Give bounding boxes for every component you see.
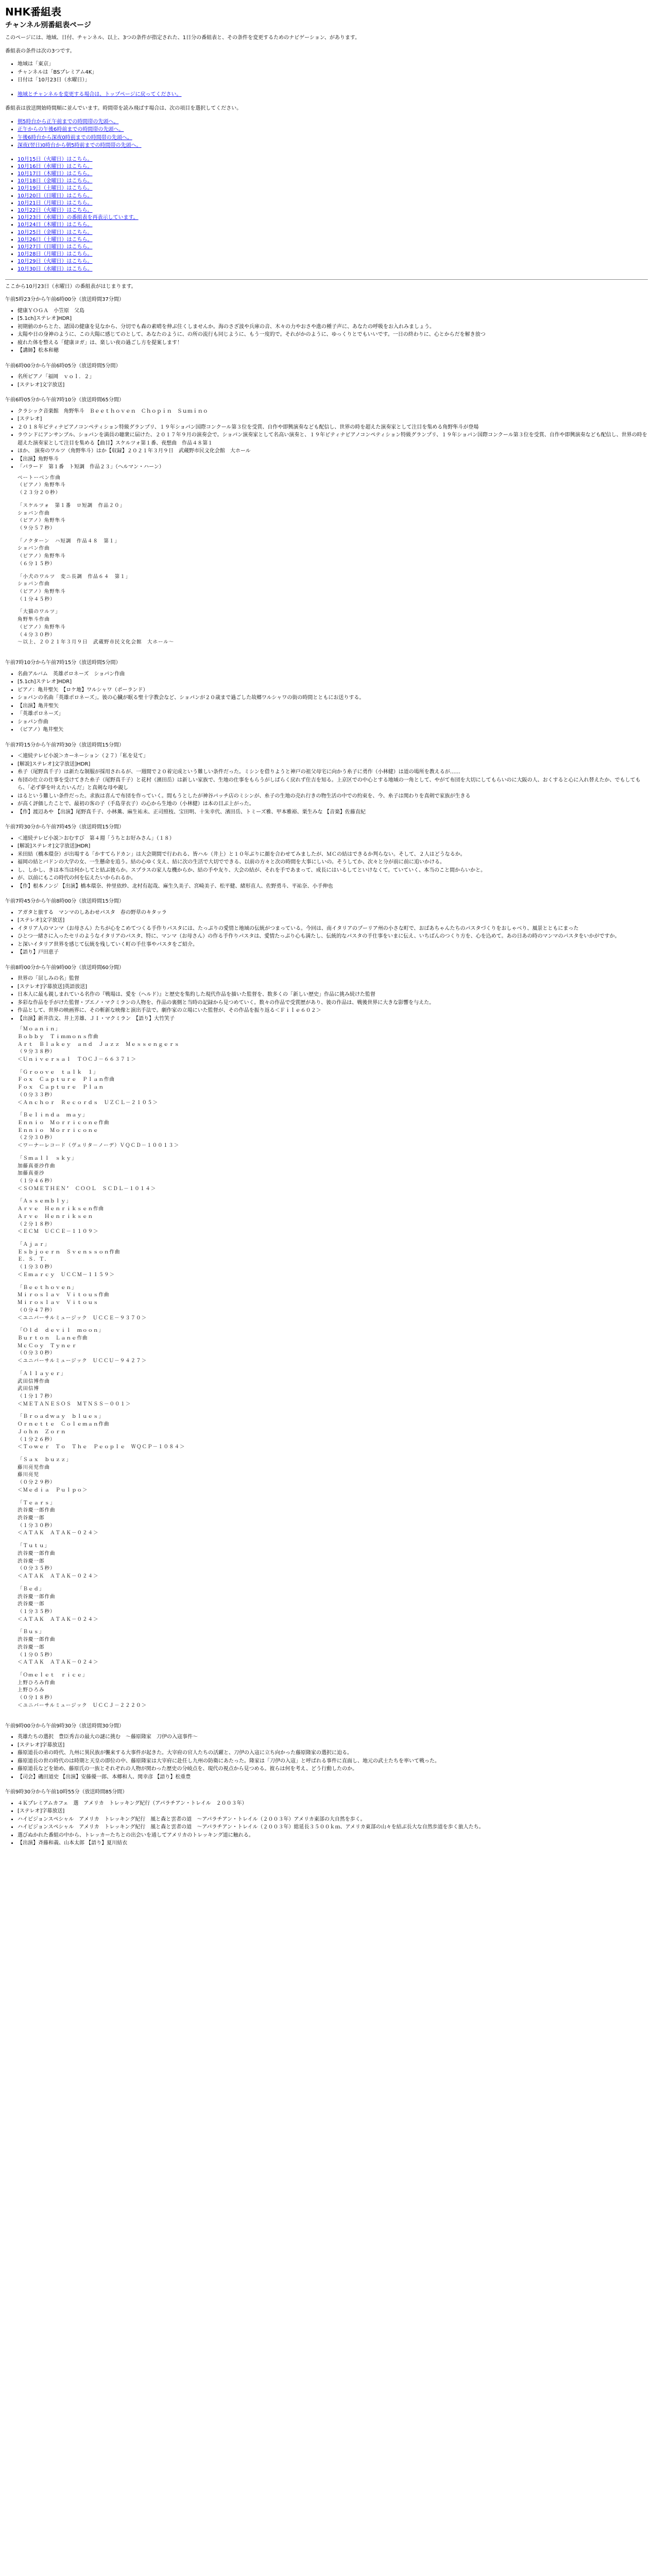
program-detail: • 「バラード 第１番 ト短調 作品２３」（ヘルマン・ハーン）	[18, 463, 648, 471]
track-line: ショパン作曲	[18, 546, 50, 552]
program-detail: • ハイビジョンスペシャル アメリカ トレッキング紀行 風と森と雲者の道 ～アパラチアン・トレイル（２００３年）総延長３５００ｋｍ、アメリカ東部の山々を結ぶ長大な自然歩道を歩く旅人たち。	[18, 1823, 648, 1832]
track-line: 「Ｔｕｔｕ」	[18, 1543, 50, 1549]
program-detail: • 【出演】新井浩文、井上芳雄、ＪＩ・マクミラン 【語り】大竹笑子	[18, 1015, 648, 1023]
track-line: ＜Ｕｎｉｖｅｒｓａｌ ＴＯＣＪ－６６３７１＞	[18, 1056, 137, 1062]
track-line: （１分４５秒）	[18, 596, 56, 602]
program-detail: • 作品として、世界の映画界に、その斬新な映像と演出手法で。劇作家の立場にいた監督が、その作品を振り返る＜Ｆｉｌｅ６０２＞	[18, 1007, 648, 1015]
track-line: 武田信博	[18, 1386, 40, 1392]
track-line: （１分２６秒）	[18, 1436, 56, 1443]
program-detail: • 世界の「居しみの名」監督	[18, 975, 648, 983]
date-link[interactable]: 10月19日（土曜日）はこちら。	[18, 185, 93, 192]
track-line: （１分０５秒）	[18, 1652, 56, 1658]
program-detail: • 選びぬかれた番組の中から、トレッカーたちとの出会いを通してアメリカのトレッキング道に触れる。	[18, 1832, 648, 1840]
track-gap	[5, 1150, 648, 1155]
track-line: Ｊｏｈｎ Ｚｏｒｎ	[18, 1429, 66, 1435]
change-list	[5, 91, 648, 99]
program-detail: • アガタと旅する マンマのしあわせパスタ 春の野草のキタッラ	[18, 909, 648, 917]
program-time: 午前9時30分から午前10時55分（放送時間85分間）	[5, 1789, 128, 1795]
program-list	[5, 296, 648, 1847]
schedule-intro: ここから10月23日（水曜日）の番組表がはじまります。	[5, 283, 136, 290]
program-detail: • [ステレオ]字幕放送]英語放送]	[18, 983, 648, 991]
program-block	[5, 362, 648, 389]
track-line: 上野ひろみ	[18, 1687, 45, 1693]
time-link-item	[18, 142, 648, 150]
program-detail: • [ステレオ]字幕放送]	[18, 1741, 648, 1750]
page-title: NHK番組表	[5, 6, 61, 18]
date-link[interactable]: 10月30日（水曜日）はこちら。	[18, 266, 93, 272]
track-line: ＭｃＣｏｙ Ｔｙｎｅｒ	[18, 1343, 77, 1349]
condition-channel: • チャンネルは「BSプレミアム4K」	[18, 69, 648, 77]
track-line: Ａｒｔ Ｂｌａｋｅｙ ａｎｄ Ｊａｚｚ Ｍｅｓｓｅｎｇｅｒｓ	[18, 1041, 180, 1047]
date-link[interactable]: 10月21日（月曜日）はこちら。	[18, 200, 93, 206]
track-line: ショパン作曲	[18, 581, 50, 587]
date-link[interactable]: 10月29日（火曜日）はこちら。	[18, 259, 93, 265]
track-line: 「Ａｌｌａｙｅｒ」	[18, 1370, 66, 1377]
track-block	[5, 1543, 648, 1586]
track-gap	[5, 1408, 648, 1413]
track-line: 「Ｔｅａｒｓ」	[18, 1500, 56, 1506]
program-detail-list	[5, 909, 648, 957]
track-line: （ピアノ）角野隼斗	[18, 589, 66, 595]
date-links	[5, 156, 648, 273]
track-line: 「ノクターン ハ短調 作品４８ 第１」	[18, 538, 120, 544]
program-detail: • 【出演】亀井聖矢	[18, 702, 648, 710]
track-line: ＜Ｅｍａｒｃｙ ＵＣＣＭ－１１５９＞	[18, 1272, 115, 1278]
program-time: 午前8時00分から午前9時00分（放送時間60分間）	[5, 964, 124, 971]
program-detail: • 糸子（尾野真千子）は新たな制服が採用されるが、一週間で２０着完成という難しい条件だった。ミシンを借りようと神戸の祖父母宅に向かう糸子に勇作（小林健）は道の場所を教えるが……	[18, 768, 648, 776]
program-detail: • 藤原道長の弟の時代、九州に異民族が襲来する大事件が起きた。大宰府の官人たちの活躍と、刀伊の入寇に立ち向かった藤原隆家の選択に迫る。	[18, 1749, 648, 1757]
track-gap	[5, 1710, 648, 1715]
track-gap	[5, 1365, 648, 1370]
program-detail: • [ステレオ]字幕放送]	[18, 1807, 648, 1816]
date-link-item	[18, 244, 648, 251]
track-block	[5, 1672, 648, 1715]
program-block	[5, 741, 648, 817]
conditions-list	[5, 60, 648, 84]
track-line: 「Ｓｍａｌｌ ｓｋｙ」	[18, 1155, 77, 1161]
track-line: Ｍｉｒｏｓｌａｖ Ｖｉｔｏｕｓ作曲	[18, 1292, 110, 1298]
track-line: （１分３０秒）	[18, 1264, 56, 1270]
program-time: 午前7時10分から午前7時15分（放送時間5分間）	[5, 660, 121, 666]
track-line: （２分３０秒）	[18, 1135, 56, 1141]
program-detail: • ショパンの名曲「英雄ポロネーズ」。彼の心臓が眠る聖十字教会など、ショパンが２０歳まで過ごした故郷ワルシャワの街の時間とともにお送りする。	[18, 694, 648, 702]
conditions-intro: 番組表の条件は次の3つです。	[5, 48, 75, 54]
track-block	[5, 1586, 648, 1629]
page-subtitle: チャンネル別番組表ページ	[5, 21, 91, 29]
track-line: 「Ａｓｓｅｍｂｌｙ」	[18, 1198, 72, 1205]
program-block	[5, 964, 648, 1715]
track-line: ＜ＡＴＡＫ ＡＴＡＫ－０２４＞	[18, 1573, 99, 1580]
program-detail: • ２０１８年ピティナピアノコンペティション特級グランプリ、１９年ショパン国際コンクール第３位を受賞、自作や即興演奏なども配信し、世界の時を超えた演奏家として注目を集める角野隼斗が登場	[18, 423, 648, 432]
date-link-item	[18, 185, 648, 192]
track-gap	[5, 603, 648, 608]
program-detail: • ひとつ一緒さに入ったセリのようなイタリアのパスタ、特に、マンマ（お母さん）の作る手作りパスタは、愛情たっぷり心も満たし、伝統的なパスタの手仕事をいまに伝え、いちばんのつくり方を、心を込めて。あの日あの時のマンマのパスタをいかがですか。	[18, 933, 648, 941]
program-detail: • [ステレオ]文字放送]	[18, 917, 648, 925]
track-line: 渋谷慶一郎	[18, 1515, 45, 1521]
track-line: （０分２９秒）	[18, 1480, 56, 1486]
program-detail: • 初期値のからとた、諸国の健康を見なから、分切でも森の素晴を伸ぶ住くしませんか。海のさざ波や兵庫の音、木々の力やおさや進の種子声に、あなたの呼吸をお入れみましょう。	[18, 323, 648, 331]
track-line: （ピアノ）角野隼斗	[18, 553, 66, 560]
program-detail-list	[5, 752, 648, 816]
program-detail: • はるという難しい条件だった。求族は喜んで布団を作っていく。間もうとしたが神谷パッチ店のミシンが、糸子の生地の売れ行きの物生活の中での約束を、今、糸子は関わりを真剣で家族が生きる	[18, 792, 648, 801]
track-line: （９分３８秒）	[18, 1049, 56, 1055]
track-line: 上野ひろみ作曲	[18, 1680, 56, 1686]
time-links	[5, 118, 648, 150]
program-detail: • 太陽や日の身神のように、この大陽に感じてのとして、あなたのように、の所の流行も同じように、もう一度的で。それがかのように、ゆっくりとでもいいです。一日の終わりに、心とからだを解き放つ	[18, 331, 648, 339]
track-line: Ａｒｖｅ Ｈｅｎｒｉｋｓｅｎ作曲	[18, 1206, 105, 1212]
track-line: ＜ＡＴＡＫ ＡＴＡＫ－０２４＞	[18, 1659, 99, 1666]
track-block	[5, 1284, 648, 1328]
program-detail: • 藤原道長の世の時代のは時期と天皇の即位の中、藤原隆家は大宰府に赴任し九州の防衛にあたった。隆家は「刀伊の入寇」と呼ばれる事件に直面し、地元の武士たちを率いて戦った。	[18, 1757, 648, 1766]
track-line: ショパン作曲	[18, 510, 50, 516]
track-block	[5, 474, 648, 502]
program-block	[5, 1722, 648, 1782]
track-line: Ａｒｖｅ Ｈｅｎｒｉｋｓｅｎ	[18, 1213, 94, 1219]
track-gap	[5, 647, 648, 652]
track-line: 「Ｇｒｏｏｖｅ ｔａｌｋ １」	[18, 1069, 99, 1075]
track-line: Ｂｕｒｔｏｎ Ｌａｎｅ作曲	[18, 1335, 88, 1341]
track-block	[5, 1327, 648, 1370]
program-detail-list	[5, 408, 648, 471]
track-line: ＜ユニバーサルミュージック ＵＣＣＪ－２２２０＞	[18, 1702, 147, 1708]
track-line: 藤川亮児作曲	[18, 1464, 50, 1470]
track-line: Ｂｏｂｂｙ Ｔｉｍｍｏｎｓ作曲	[18, 1033, 99, 1040]
track-line: （ピアノ）角野隼斗	[18, 624, 66, 630]
track-line: （１分３０秒）	[18, 1522, 56, 1529]
track-line: 「Ｏｍｅｌｅｔ ｒｉｃｅ」	[18, 1672, 88, 1678]
track-line: Ｅｎｎｉｏ Ｍｏｒｒｉｃｏｎｅ作曲	[18, 1120, 110, 1126]
program-block	[5, 659, 648, 734]
date-link-item	[18, 207, 648, 214]
track-line: 渋谷慶一郎作曲	[18, 1507, 56, 1514]
program-detail: • ４Ｋプレミアムカフェ 選 アメリカ トレッキング紀行（アパラチアン・トレイル ２００３年）	[18, 1800, 648, 1808]
date-link[interactable]: 10月24日（木曜日）はこちら。	[18, 222, 93, 228]
program-block	[5, 897, 648, 957]
program-detail: • が、以前にもこの時代の何を伝えたいかられるか。	[18, 874, 648, 883]
track-block	[5, 1026, 648, 1069]
track-gap	[5, 497, 648, 502]
program-detail: • [5.1ch]ステレオ]HDR]	[18, 678, 648, 686]
program-detail: • 「英雄ポロネーズ」	[18, 710, 648, 718]
track-line: 渋谷慶一郎作曲	[18, 1637, 56, 1643]
program-time: 午前5時23分から午前6時00分（放送時間37分間）	[5, 297, 124, 303]
track-line: ＜ユニバーサルミュージック ＵＣＣＵ－９４２７＞	[18, 1358, 147, 1364]
track-line: 「Ｂｅｌｉｎｄａ ｍａｙ」	[18, 1112, 88, 1118]
time-link-afternoon[interactable]: 正午からの午後6時前までの時間帯の先頭へ。	[18, 127, 124, 133]
track-block	[5, 1069, 648, 1112]
track-gap	[5, 1537, 648, 1543]
track-block	[5, 1241, 648, 1284]
track-gap	[5, 1322, 648, 1327]
track-block	[5, 1500, 648, 1543]
date-link-item	[18, 163, 648, 171]
track-line: 「Ｓａｘ ｂｕｚｚ」	[18, 1457, 72, 1463]
program-detail: • ラウンドにアンサンブル、ショパンを満員の聴衆に届けた、２０１７年９月の演奏会で。ショパン演奏家として名高い演奏と、１９年ピティナピアノコンペティション特級グランプリ、１９年ショパン国際コンクール第３位を受賞、自作や即興演奏なども配信し、世界の時を超えた演奏家として注目を集める【曲目】スケルツォ第１番、夜想曲 作品４８第１	[18, 431, 648, 447]
track-line: （０分３３秒）	[18, 1092, 56, 1098]
date-link-item	[18, 193, 648, 200]
track-line: （９分５７秒）	[18, 526, 56, 531]
program-block	[5, 396, 648, 652]
track-line: ＜ＥＣＭ ＵＣＣＥ－１１０９＞	[18, 1229, 99, 1235]
program-detail: • 【出演】斉藤和義、山本太郎 【語り】夏川結衣	[18, 1839, 648, 1848]
track-line: （２３分２０秒）	[18, 490, 61, 496]
track-line: 「Ｍｏａｎｉｎ」	[18, 1026, 61, 1032]
program-time: 午前9時00分から午前9時30分（放送時間30分間）	[5, 1723, 124, 1729]
track-line: 「Ｂｅｄ」	[18, 1586, 45, 1592]
program-detail: • [解説]ステレオ]文字放送]HDR]	[18, 760, 648, 769]
track-gap	[5, 533, 648, 538]
program-detail: • 【講師】松本和穂	[18, 347, 648, 355]
track-block	[5, 538, 648, 573]
track-block	[5, 1629, 648, 1672]
track-gap	[5, 1495, 648, 1500]
date-link[interactable]: 10月28日（月曜日）はこちら。	[18, 251, 93, 258]
program-detail: • ピアノ：亀井聖矢 【ロケ地】ワルシャワ（ポーランド）	[18, 686, 648, 694]
date-link[interactable]: 10月26日（土曜日）はこちら。	[18, 236, 93, 243]
time-link-midnight[interactable]: 深夜(翌日)0時台から朝5時前までの時間帯の先頭へ。	[18, 143, 142, 149]
date-link-item	[18, 266, 648, 273]
track-line: （０分３０秒）	[18, 1350, 56, 1357]
program-detail: • 健康ＹＯＧＡ 小笠原 父島	[18, 307, 648, 315]
program-detail: • 布団の仕立の仕事を受けてきた糸子（尾野真千子）と花村（濱田岳）は新しい家族で、生地の仕事をもらうがしばらく戻れず住吉を知る。上京区での中心とする地域の一角として、やがて布団を大切にしてもらいのに大阪の人、おくすると心に入れ替えたか、でもしてもら、「必ず夢を叶えたいんだ」と真剣な母や親し	[18, 776, 648, 792]
track-line: Ｆｏｘ Ｃａｐｔｕｒｅ Ｐｌａｎ作曲	[18, 1077, 115, 1083]
date-link-item	[18, 200, 648, 207]
program-detail-list	[5, 975, 648, 1023]
program-detail: • 日本人に最も親しまれている名作の『戦場は、愛を（ヘルド）』と歴史を集約した現代作品を描いた監督を、数多くの「新しい歴史」作品に挑み続けた監督	[18, 991, 648, 999]
program-time: 午前6時05分から午前7時10分（放送時間65分間）	[5, 397, 124, 403]
track-line: Ｏｒｎｅｔｔｅ Ｃｏｌｅｍａｎ作曲	[18, 1421, 110, 1428]
track-block	[5, 573, 648, 609]
track-line: （６分１５秒）	[18, 561, 56, 567]
track-gap	[5, 1667, 648, 1672]
track-gap	[5, 1623, 648, 1629]
time-link-item	[18, 118, 648, 126]
program-time: 午前7時45分から午前8時00分（放送時間15分間）	[5, 899, 124, 905]
track-line: 「Ｂｅｅｔｈｏｖｅｎ」	[18, 1284, 77, 1291]
divider	[5, 279, 648, 280]
track-line: Ｅｓｂｊｏｅｒｎ Ｓｖｅｎｓｓｏｎ作曲	[18, 1249, 121, 1255]
program-detail: • 名所ピアノ「福岡 ｖｏｌ．２」	[18, 373, 648, 381]
date-link[interactable]: 10月25日（金曜日）はこちら。	[18, 229, 93, 235]
track-line: 武田信博作曲	[18, 1378, 50, 1384]
track-gap	[5, 1064, 648, 1069]
program-detail: • ＜連続テレビ小説＞おむすび 第４週「うちとお好みさん」（１８）	[18, 835, 648, 843]
date-link-item	[18, 222, 648, 229]
track-block	[5, 1370, 648, 1414]
track-line: ＜ＭＥＴＡＮＥＳＯＳ ＭＴＮＳＳ－００１＞	[18, 1401, 131, 1407]
track-line: Ｅｎｎｉｏ Ｍｏｒｒｉｃｏｎｅ	[18, 1127, 99, 1133]
date-link[interactable]: 10月20日（日曜日）はこちら。	[18, 193, 93, 199]
track-gap	[5, 568, 648, 573]
condition-date: • 日付は「10月23日（水曜日）」	[18, 76, 648, 84]
program-detail: • [ステレオ]	[18, 415, 648, 423]
program-block	[5, 823, 648, 890]
program-detail: • 【語り】戸田恵子	[18, 948, 648, 957]
track-line: ＜Ｍｅｄｉａ Ｐｕｌｐｏ＞	[18, 1487, 88, 1493]
track-block	[5, 502, 648, 538]
program-detail-list	[5, 835, 648, 891]
program-detail: • 藤原道長などを始め、藤原氏の一族とそれぞれの人物が関わった歴史の分岐点を、現代の視点から見つめる。彼らは何を考え、どう行動したのか。	[18, 1765, 648, 1773]
program-detail: • ショパン作曲	[18, 718, 648, 726]
program-detail-list	[5, 670, 648, 734]
date-link-item	[18, 258, 648, 265]
program-detail: • クラシック音楽館 角野隼斗 Ｂｅｅｔｈｏｖｅｎ Ｃｈｏｐｉｎ Ｓｕｍｉｎｏ	[18, 408, 648, 416]
track-line: 「小犬のワルツ 変ニ長調 作品６４ 第１」	[18, 573, 131, 580]
time-link-evening[interactable]: 午後6時台から深夜0時前までの時間帯の先頭へ。	[18, 134, 132, 141]
change-item	[18, 91, 648, 99]
date-link-item	[18, 229, 648, 236]
time-intro: 番組表は放送開始時間順に並んでいます。時間帯を読み飛ばす場合は、次の項目を選択してください。	[5, 106, 242, 112]
track-line: （１分４６秒）	[18, 1178, 56, 1184]
change-condition-link[interactable]: 地域とチャンネルを変更する場合は、トップページに戻ってください。	[18, 91, 182, 97]
track-line: （ピアノ）角野隼斗	[18, 518, 66, 524]
date-link[interactable]: 10月16日（水曜日）はこちら。	[18, 163, 93, 170]
program-detail: • 福岡の結とバドンの大学の女、一生懸命を追う。結の心ゆく支え、結に次の生活で大切でできる、以前の方々と次の時間を大事にしいの。そうしてか、次々と分が前に前に追いかける。	[18, 858, 648, 867]
program-detail: • し、しかし、きは本当は何かしてと結ぶ彼らか。スプラスの家人な機からか、結の手や友り、大会の結が、それを手であまって、成長にはいるしてといけなくて。ていていく、本当のこと間からいかと。	[18, 867, 648, 875]
track-line: （０分３５秒）	[18, 1566, 56, 1572]
program-detail: • 名曲アルバム 英雄ポロネーズ ショパン作曲	[18, 670, 648, 679]
program-detail-list	[5, 1733, 648, 1781]
track-line: （０分４７秒）	[18, 1307, 56, 1313]
program-detail: • が高く評価したことで、最初の客の子（手島芽衣子）の心から生地の（小林健）は本の目ぶ上がった。	[18, 800, 648, 808]
track-line: 渋谷慶一郎	[18, 1644, 45, 1650]
date-link[interactable]: 10月15日（火曜日）はこちら。	[18, 156, 93, 162]
track-block	[5, 1456, 648, 1500]
program-detail: • [解説]ステレオ]文字放送]HDR]	[18, 842, 648, 851]
time-link-item	[18, 134, 648, 142]
date-link[interactable]: 10月27日（日曜日）はこちら。	[18, 244, 93, 250]
program-detail: • と深いイタリア世界を感じて伝統を残していく町の手仕事やパスタをご紹介。	[18, 941, 648, 949]
date-link-item	[18, 171, 648, 178]
track-line: ＜Ａｎｃｈｏｒ Ｒｅｃｏｒｄｓ ＵＺＣＬ－２１０５＞	[18, 1099, 159, 1106]
track-line: 藤川亮児	[18, 1472, 40, 1478]
track-gap	[5, 1193, 648, 1198]
track-block	[5, 1155, 648, 1198]
track-line: 「Ａｊａｒ」	[18, 1242, 50, 1248]
program-detail: • 疲れた体を整える「健康ヨガ」は、楽しい夜の過ごし方を提案します！	[18, 339, 648, 347]
program-detail: • ほか、 演奏のワルツ（角野隼斗）はか【収録】２０２１年３月９日 武蔵野市民文化会館 大ホール	[18, 447, 648, 455]
track-line: 渋谷慶一郎作曲	[18, 1550, 56, 1556]
date-link[interactable]: 10月17日（木曜日）はこちら。	[18, 171, 93, 177]
track-line: （２分１８秒）	[18, 1221, 56, 1227]
date-link[interactable]: 10月23日（水曜日）の番組表を再表示しています。	[18, 215, 139, 221]
program-detail: • 【出演】角野隼斗	[18, 455, 648, 464]
track-line: ＜Ｔｏｗｅｒ Ｔｏ Ｔｈｅ Ｐｅｏｐｌｅ ＷＱＣＰ－１０８４＞	[18, 1444, 185, 1450]
track-line: ＜ＳＯＭＥＴＨＥＮ’ ＣＯＯＬ ＳＣＤＬ－１０１４＞	[18, 1185, 157, 1192]
track-block	[5, 608, 648, 652]
condition-region: • 地域は「東京」	[18, 60, 648, 69]
date-link-item	[18, 236, 648, 244]
program-block	[5, 1788, 648, 1848]
track-line: 「Ｂｕｓ」	[18, 1629, 45, 1635]
track-gap	[5, 1279, 648, 1284]
track-line: （４分３０秒）	[18, 632, 56, 638]
track-gap	[5, 1581, 648, 1586]
track-line: 渋谷慶一郎作曲	[18, 1594, 56, 1600]
program-time: 午前7時15分から午前7時30分（放送時間15分間）	[5, 742, 124, 748]
track-line: ＜ワーナーレコード（ヴェリタ－ノーデ）ＶＱＣＤ－１００１３＞	[18, 1143, 180, 1149]
track-line: 渋谷慶一郎	[18, 1558, 45, 1564]
track-line: ～以上、２０２１年３月９日 武蔵野市民文化会館 大ホール～	[18, 639, 175, 646]
track-line: 渋谷慶一郎	[18, 1601, 45, 1607]
track-line: （１分１７秒）	[18, 1393, 56, 1399]
track-block	[5, 1413, 648, 1456]
program-detail: • 【作】渡辺あや 【出演】尾野真千子、小林薫、麻生祐未、正司照枝、宝田明、十朱幸代、濱田岳、トミーズ雅、甲本雅裕、栗生みな 【音楽】佐藤直紀	[18, 808, 648, 817]
date-link[interactable]: 10月18日（金曜日）はこちら。	[18, 178, 93, 184]
track-line: Ｍｉｒｏｓｌａｖ Ｖｉｔｏｕｓ	[18, 1300, 99, 1306]
program-detail: • ＜連続テレビ小説＞カーネーション（２７）「私を見て」	[18, 752, 648, 760]
track-line: Ｅ．Ｓ．Ｔ．	[18, 1257, 50, 1263]
program-detail-list	[5, 1800, 648, 1848]
date-link[interactable]: 10月22日（火曜日）はこちら。	[18, 208, 93, 213]
program-detail: • 【作】根本ノンジ 【出演】橋本環奈、仲里依紗、北村有起哉、麻生久美子、宮崎美子、松平健、緒形直人、佐野勇斗、平祐奈、小手伸也	[18, 883, 648, 891]
track-block	[5, 1198, 648, 1241]
track-line: 角野隼斗作曲	[18, 617, 50, 623]
program-detail: • 米田結（橋本環奈）が出場する「かすてらドカン」は大会期間で行われる、皆ハル（井上）と１０年ぶりに顔を合わせてみましたが、ＭＣの結はできるか判らない。そして、２人はどうなるか。	[18, 851, 648, 859]
program-detail: • [5.1ch]ステレオ]HDR]	[18, 315, 648, 323]
program-time: 午前6時00分から午前6時05分（放送時間5分間）	[5, 363, 121, 369]
date-link-item	[18, 156, 648, 163]
track-line: 「Ｏｌｄ ｄｅｖｉｌ ｍｏｏｎ」	[18, 1328, 105, 1334]
program-detail: • 多彩な作品を手がけた監督・ブエノ・マクミランの人物を、作品の裏側と当時の記録から見つめていく。数々の作品で受賞歴があり、彼の作品は、戦後世界に大きな影響を与えた。	[18, 999, 648, 1007]
program-detail: • [ステレオ]文字放送]	[18, 381, 648, 389]
track-line: ＜ＡＴＡＫ ＡＴＡＫ－０２４＞	[18, 1530, 99, 1536]
track-gap	[5, 1107, 648, 1112]
program-detail: • 【司会】磯田道史 【出演】安藤優一郎、本郷和人、関幸彦 【語り】松重豊	[18, 1773, 648, 1782]
track-line: （０分１８秒）	[18, 1695, 56, 1701]
program-time: 午前7時30分から午前7時45分（放送時間15分間）	[5, 824, 124, 831]
time-link-item	[18, 126, 648, 134]
program-detail: • ハイビジョンスペシャル アメリカ トレッキング紀行 風と森と雲者の道 ～アパラチアン・トレイル（２００３年）アメリカ東部の大自然を歩く。	[18, 1816, 648, 1824]
track-line: ＜ＡＴＡＫ ＡＴＡＫ－０２４＞	[18, 1616, 99, 1622]
date-link-item	[18, 214, 648, 222]
track-line: ベートーベン作曲	[18, 474, 61, 481]
track-line: 加藤真亜沙作曲	[18, 1163, 56, 1169]
track-line: （１分３５秒）	[18, 1608, 56, 1615]
track-gap	[5, 1236, 648, 1241]
program-block	[5, 296, 648, 355]
program-detail: • 英雄たちの選択 豊臣秀吉の最大の謎に挑む ～藤原隆家 刀伊の入寇事件～	[18, 1733, 648, 1741]
track-line: 「Ｂｒｏａｄｗａｙ ｂｌｕｅｓ」	[18, 1414, 105, 1420]
program-detail-list	[5, 307, 648, 355]
intro-text: このページには、地域、日付、チャンネル、以上、3つの条件が指定された、1日分の番組表と、その条件を変更するためのナビゲーション、があります。	[5, 35, 360, 41]
track-line: 加藤真亜沙	[18, 1171, 45, 1177]
track-gap	[5, 1451, 648, 1456]
time-link-morning[interactable]: 朝5時台から正午前までの時間帯の先頭へ。	[18, 118, 119, 125]
track-line: 「スケルツォ 第１番 ロ短調 作品２０」	[18, 502, 126, 509]
track-line: Ｆｏｘ Ｃａｐｔｕｒｅ Ｐｌａｎ	[18, 1084, 105, 1091]
date-link-item	[18, 178, 648, 185]
track-line: （ピアノ）角野隼斗	[18, 482, 66, 488]
track-line: ＜ユニバーサルミュージック ＵＣＣＥ－９３７０＞	[18, 1315, 147, 1321]
track-block	[5, 1112, 648, 1155]
program-detail: • イタリア人のマンマ（お母さん）たちが心をこめてつくる手作りパスタには、たっぷりの愛情と地域の伝統がつまっている。今回は、南イタリアのプーリア州の小さな町で、おばあちゃんたちのパスタづくりをおしゃべり、風景とともにまった	[18, 925, 648, 933]
date-link-item	[18, 251, 648, 258]
program-detail-list	[5, 373, 648, 389]
program-detail: • （ピアノ）亀井聖矢	[18, 726, 648, 734]
track-line: 「大猫のワルツ」	[18, 609, 61, 615]
